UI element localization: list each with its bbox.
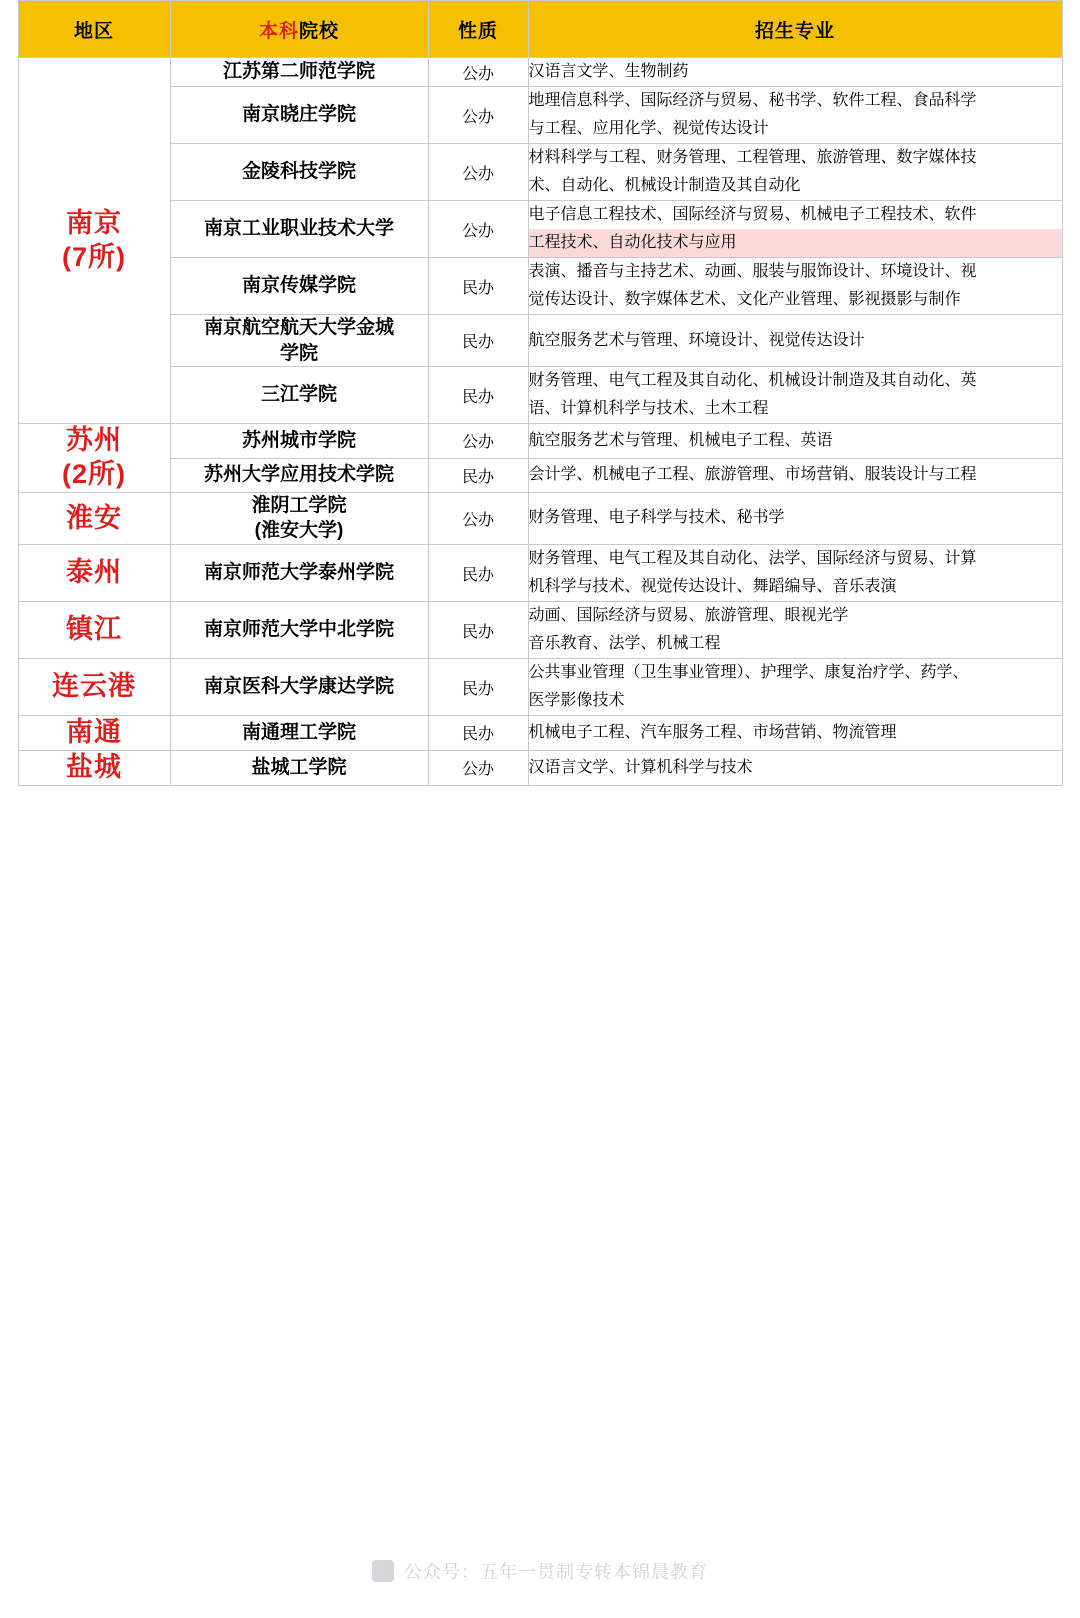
wechat-icon <box>372 1560 394 1582</box>
majors-line: 觉传达设计、数字媒体艺术、文化产业管理、影视摄影与制作 <box>528 291 961 308</box>
table-row <box>18 750 1062 785</box>
table-row <box>18 315 1062 367</box>
nature-cell: 民办 <box>428 545 528 602</box>
school-name-line2: (淮安大学) <box>254 520 344 542</box>
header-nature: 性质 <box>428 1 528 58</box>
majors-line: 地理信息科学、国际经济与贸易、秘书学、软件工程、食品科学 <box>528 92 977 109</box>
school-cell: 苏州城市学院 <box>170 424 428 458</box>
majors-cell <box>528 367 1062 424</box>
majors-cell <box>528 492 1062 544</box>
school-name: 淮阴工学院 <box>251 494 347 516</box>
nature-cell: 民办 <box>428 602 528 659</box>
table-row <box>18 716 1062 751</box>
majors-line: 会计学、机械电子工程、旅游管理、市场营销、服装设计与工程 <box>528 466 977 484</box>
nature-cell: 公办 <box>428 750 528 785</box>
header-school-prefix: 本科 <box>258 20 299 42</box>
school-cell: 南京传媒学院 <box>170 258 428 315</box>
region-name: 盐城 <box>66 751 122 782</box>
school-cell: 南京晓庄学院 <box>170 87 428 144</box>
region-count: (7所) <box>62 241 126 272</box>
majors-cell <box>528 201 1062 258</box>
region-name: 南通 <box>66 717 122 748</box>
header-row <box>18 1 1062 58</box>
region-name: 连云港 <box>52 671 136 702</box>
table-row <box>18 424 1062 458</box>
table-header <box>18 1 1062 58</box>
header-region: 地区 <box>18 1 170 58</box>
region-name: 淮安 <box>66 502 122 533</box>
nature-cell: 民办 <box>428 367 528 424</box>
region-cell-suzhou <box>18 424 170 493</box>
school-cell: 南通理工学院 <box>170 716 428 751</box>
nature-cell: 公办 <box>428 87 528 144</box>
school-cell: 南京师范大学中北学院 <box>170 602 428 659</box>
school-cell: 苏州大学应用技术学院 <box>170 458 428 492</box>
majors-line: 公共事业管理（卫生事业管理）、护理学、康复治疗学、药学、 <box>528 664 969 682</box>
nature-cell: 民办 <box>428 258 528 315</box>
region-cell-nanjing <box>18 58 170 424</box>
table-row <box>18 602 1062 659</box>
school-name: 南京航空航天大学金城 <box>203 317 394 338</box>
table-row <box>18 545 1062 602</box>
majors-line: 汉语言文学、生物制药 <box>528 63 689 80</box>
region-name: 南京 <box>66 207 122 238</box>
table-row <box>18 58 1062 87</box>
nature-cell: 民办 <box>428 458 528 492</box>
header-school <box>170 1 428 58</box>
school-name-line2: 学院 <box>279 342 318 364</box>
watermark <box>0 1558 1080 1584</box>
table-row <box>18 144 1062 201</box>
majors-cell <box>528 750 1062 785</box>
majors-line: 电子信息工程技术、国际经济与贸易、机械电子工程技术、软件 <box>528 206 977 223</box>
majors-line: 材料科学与工程、财务管理、工程管理、旅游管理、数字媒体技 <box>528 149 977 166</box>
majors-line: 航空服务艺术与管理、环境设计、视觉传达设计 <box>528 331 865 349</box>
region-cell-huaian <box>18 492 170 544</box>
school-cell: 江苏第二师范学院 <box>170 58 428 87</box>
majors-line: 动画、国际经济与贸易、旅游管理、眼视光学 <box>528 607 849 625</box>
school-cell <box>170 492 428 544</box>
majors-line: 术、自动化、机械设计制造及其自动化 <box>528 177 801 194</box>
table-row <box>18 201 1062 258</box>
watermark-text: 公众号：五年一贯制专转本锦晨教育 <box>404 1562 708 1582</box>
majors-line: 与工程、应用化学、视觉传达设计 <box>528 120 769 137</box>
majors-line: 机科学与技术、视觉传达设计、舞蹈编导、音乐表演 <box>528 578 897 596</box>
majors-line: 财务管理、电气工程及其自动化、机械设计制造及其自动化、英 <box>528 372 977 390</box>
majors-cell <box>528 424 1062 458</box>
majors-line: 航空服务艺术与管理、机械电子工程、英语 <box>528 431 833 449</box>
majors-cell <box>528 258 1062 315</box>
header-majors: 招生专业 <box>528 1 1062 58</box>
majors-cell <box>528 716 1062 751</box>
table-row <box>18 367 1062 424</box>
majors-cell <box>528 458 1062 492</box>
majors-line: 医学影像技术 <box>528 692 625 710</box>
region-cell-taizhou <box>18 545 170 602</box>
majors-cell <box>528 659 1062 716</box>
region-name: 泰州 <box>66 557 122 588</box>
majors-line: 财务管理、电子科学与技术、秘书学 <box>528 509 785 527</box>
majors-cell <box>528 602 1062 659</box>
table-row <box>18 458 1062 492</box>
header-school-suffix: 院校 <box>299 20 340 42</box>
majors-line: 语、计算机科学与技术、土木工程 <box>528 400 769 418</box>
table-row <box>18 258 1062 315</box>
majors-line: 汉语言文学、计算机科学与技术 <box>528 758 753 776</box>
majors-line: 机械电子工程、汽车服务工程、市场营销、物流管理 <box>528 723 897 741</box>
table-row <box>18 659 1062 716</box>
region-cell-yancheng <box>18 750 170 785</box>
school-cell: 南京工业职业技术大学 <box>170 201 428 258</box>
majors-line-highlighted: 工程技术、自动化技术与应用 <box>529 229 1062 257</box>
table-row <box>18 492 1062 544</box>
majors-line: 表演、播音与主持艺术、动画、服装与服饰设计、环境设计、视 <box>528 263 977 280</box>
nature-cell: 公办 <box>428 492 528 544</box>
region-name: 镇江 <box>66 614 122 645</box>
school-cell <box>170 315 428 367</box>
majors-line: 音乐教育、法学、机械工程 <box>528 635 721 653</box>
school-cell: 南京医科大学康达学院 <box>170 659 428 716</box>
school-cell: 三江学院 <box>170 367 428 424</box>
nature-cell: 民办 <box>428 315 528 367</box>
region-count: (2所) <box>62 459 126 490</box>
table-row <box>18 87 1062 144</box>
school-cell: 盐城工学院 <box>170 750 428 785</box>
region-name: 苏州 <box>66 425 122 456</box>
majors-cell <box>528 315 1062 367</box>
majors-cell <box>528 58 1062 87</box>
school-cell: 南京师范大学泰州学院 <box>170 545 428 602</box>
majors-cell <box>528 87 1062 144</box>
nature-cell: 民办 <box>428 716 528 751</box>
table-body <box>18 58 1062 786</box>
nature-cell: 民办 <box>428 659 528 716</box>
nature-cell: 公办 <box>428 58 528 87</box>
majors-line: 财务管理、电气工程及其自动化、法学、国际经济与贸易、计算 <box>528 550 977 568</box>
majors-cell <box>528 545 1062 602</box>
nature-cell: 公办 <box>428 201 528 258</box>
nature-cell: 公办 <box>428 144 528 201</box>
school-cell: 金陵科技学院 <box>170 144 428 201</box>
college-majors-table <box>18 0 1063 786</box>
majors-cell <box>528 144 1062 201</box>
region-cell-lianyungang <box>18 659 170 716</box>
nature-cell: 公办 <box>428 424 528 458</box>
region-cell-zhenjiang <box>18 602 170 659</box>
region-cell-nantong <box>18 716 170 751</box>
